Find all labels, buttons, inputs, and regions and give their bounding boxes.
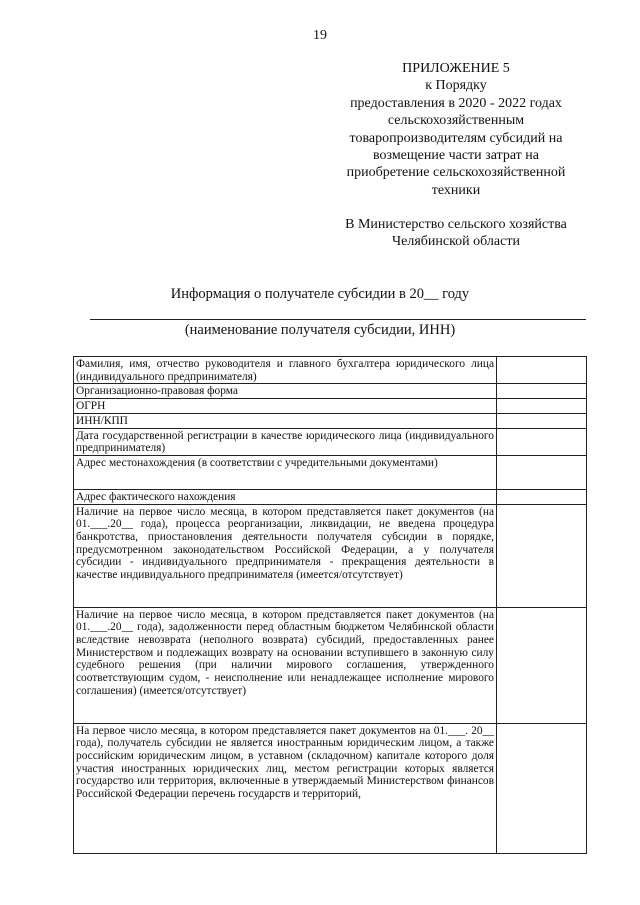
- appendix-line: возмещение части затрат на: [372, 148, 540, 164]
- addressee-line: В Министерство сельского хозяйства: [345, 217, 567, 232]
- row-label: На первое число месяца, в котором представляется пакет документов на 01.___. 20__ года), получатель субсидии не является иностранным юридическим лицом, а также российским юридическим лицом, в уставном (складочном) капитале которого доля участия иностранных юридических лиц, местом регистрации которых является государство или территория, включенные в утверждаемый Министерством финансов Российской Федерации перечень государств и территорий,: [74, 723, 497, 853]
- row-value-cell[interactable]: [497, 607, 587, 723]
- row-label: Адрес фактического нахождения: [74, 489, 497, 504]
- row-value-cell[interactable]: [497, 399, 587, 414]
- appendix-line: сельскохозяйственным: [387, 113, 525, 129]
- addressee-line: Челябинской области: [392, 234, 520, 249]
- row-label: ОГРН: [74, 399, 497, 414]
- row-value-cell[interactable]: [497, 384, 587, 399]
- table-row: [74, 489, 587, 504]
- appendix-line: техники: [431, 182, 481, 198]
- row-label: ИНН/КПП: [74, 413, 497, 428]
- recipient-name-line: [90, 319, 586, 320]
- row-label: Фамилия, имя, отчество руководителя и главного бухгалтера юридического лица (индивидуального предпринимателя): [74, 357, 497, 384]
- recipient-info-table: [73, 356, 587, 854]
- row-label: Дата государственной регистрации в качестве юридического лица (индивидуального предпринимателя): [74, 428, 497, 455]
- table-row: [74, 399, 587, 414]
- appendix-block: [318, 60, 594, 199]
- table-row: [74, 723, 587, 853]
- table-row: [74, 428, 587, 455]
- recipient-name-caption: (наименование получателя субсидии, ИНН): [184, 322, 456, 338]
- appendix-line: товаропроизводителям субсидий на: [349, 130, 563, 146]
- row-value-cell[interactable]: [497, 413, 587, 428]
- row-label: Организационно-правовая форма: [74, 384, 497, 399]
- row-label: Адрес местонахождения (в соответствии с учредительными документами): [74, 455, 497, 489]
- row-value-cell[interactable]: [497, 357, 587, 384]
- row-value-cell[interactable]: [497, 489, 587, 504]
- page-number: 19: [313, 28, 327, 43]
- row-label: Наличие на первое число месяца, в котором представляется пакет документов (на 01.___.20__ года), процесса реорганизации, ликвидации, не введена процедура банкротства, приостановления деятельности получателя субсидии в порядке, предусмотренном законодательством Российской Федерации, а у получателя субсидии - индивидуального предпринимателя - прекращения деятельности в качестве индивидуального предпринимателя (имеется/отсутствует): [74, 504, 497, 607]
- table-row: [74, 504, 587, 607]
- table-row: [74, 607, 587, 723]
- table-row: [74, 455, 587, 489]
- appendix-line: к Порядку: [425, 78, 487, 94]
- row-label: Наличие на первое число месяца, в котором представляется пакет документов (на 01.___.20__ года), задолженности перед областным бюджетом Челябинской области вследствие невозврата (неполного возврата) субсидий, предоставленных ранее Министерством и подлежащих возврату на основании вступившего в законную силу судебного решения (при наличии мирового соглашения, утвержденного соответствующим судом, - неисполнение или ненадлежащее исполнение мирового соглашения) (имеется/отсутствует): [74, 607, 497, 723]
- table-row: [74, 384, 587, 399]
- row-value-cell[interactable]: [497, 504, 587, 607]
- appendix-line: предоставления в 2020 - 2022 годах: [350, 95, 562, 111]
- table-row: [74, 413, 587, 428]
- addressee-block: [318, 216, 594, 250]
- form-heading: Информация о получателе субсидии в 20__ году: [170, 286, 470, 302]
- row-value-cell[interactable]: [497, 455, 587, 489]
- table-row: [74, 357, 587, 384]
- appendix-title: ПРИЛОЖЕНИЕ 5: [402, 61, 510, 76]
- row-value-cell[interactable]: [497, 723, 587, 853]
- appendix-line: приобретение сельскохозяйственной: [346, 165, 566, 181]
- row-value-cell[interactable]: [497, 428, 587, 455]
